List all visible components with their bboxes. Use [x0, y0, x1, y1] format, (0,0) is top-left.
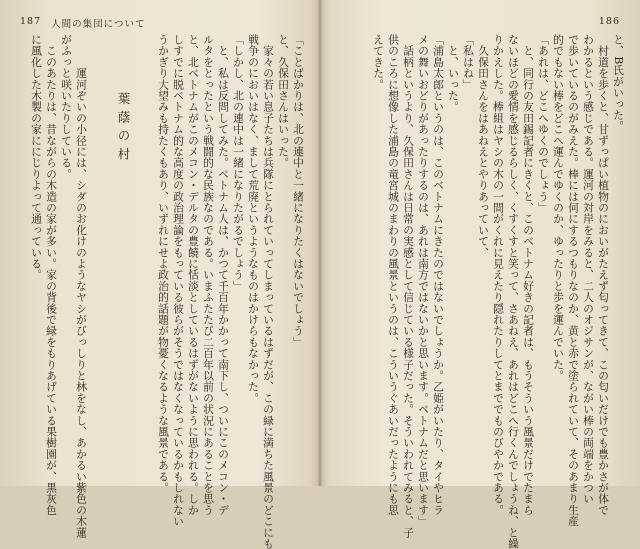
text-column: 「しかし、北の連中は一緒になりたがるでしょう」 — [232, 34, 245, 292]
text-column: 戦争のにおいはなく、まして荒廃というようなものはかけらもなかった。 — [247, 34, 260, 404]
text-column: 家々の若い息子たちは兵隊にとられていってしまっているはずだが、この緑に満ちた風景のどこにも — [262, 34, 275, 549]
text-column: わかるという感じである。運河の対岸をみると、二人のオジサンが、ながい棒の両端をかつい — [582, 34, 595, 505]
text-column: と、いった。 — [447, 34, 460, 113]
text-column: このあたりは、昔ながらの木造の家が多い。家の背後で緑をもりあげている果樹園が、黒灰色 — [45, 34, 58, 516]
blank-column — [89, 34, 104, 474]
text-column: りかえした。棒組はヤシの木の一間がくれに見えたり隠れたりしてとまででものびやかである。 — [492, 34, 505, 516]
left-page-header — [20, 16, 145, 30]
text-column: がふっと咲いたりしている。 — [60, 34, 73, 180]
text-column: と、同行の友田錫記者にきくと、このベトナム好きの記者は、もうそういう風景だけでたまら — [522, 34, 535, 516]
text-column: 運河ぞいの小径には、シダのお化けのようなヤシがびっしりと林をなし、あかるい紫色の木蓮 — [75, 34, 88, 538]
text-column: 的でもない棒をどこへ運んでゆくのか、ゆったりと歩を運んでいた。 — [552, 34, 565, 382]
text-column: 供のころに想像した浦島の竜宮城のまわりの風景というのは、こういうぐあいだったようにも思 — [387, 34, 400, 516]
text-column: ルタをとったという戦闘的な民族なのである。いまふたたび二百年以前の状況にあることを思う — [202, 34, 215, 516]
section-title: 葉蔭の村 — [116, 92, 131, 166]
text-column: えてきた。 — [372, 34, 385, 90]
text-column: しすでに脱ベトナム的な高度の政治理論をもっている彼らがそうではなくなっているかもしれない — [172, 34, 185, 527]
text-column: 話柄というより、久保田さんは日常の実感として信じている様子だった。そういわれてみると、子 — [402, 34, 415, 538]
text-column: と、久保田さんはいった。 — [277, 34, 290, 169]
text-column: メの舞いおどりがあったりするのは、あれは南方ではないかと思います。ベトナムだと思います」 — [417, 34, 430, 527]
right-page-header — [599, 16, 620, 27]
text-column: 「浦島太郎というのは、このベトナムにきたのではないでしょうか。乙姫がいたり、タイやヒラ — [432, 34, 445, 516]
text-column: 「ことばかりは、北の連中と一緒になりたくはないでしょう」 — [292, 34, 305, 348]
text-column: 「私はね」 — [462, 34, 475, 90]
text-column: ないほどの愛情を感じるらしく、くすくすと笑って、さあねえ、あれはどこへ行くんでしょうね、と繰 — [507, 34, 520, 549]
text-column: と、私は反問してみた。ベトナム人は、かつて千百年かかって南下し、ついにこのメコン・デ — [217, 34, 230, 516]
right-page-number: 186 — [598, 16, 620, 27]
right-page-body — [330, 34, 626, 549]
text-column: 村道を歩くと、甘ずっぱい植物のにおいがたえず匂ってきて、この匂いだけでも豊かさが体で — [597, 34, 610, 516]
text-column: で歩いているのがみえた。棒には何にするつもりなのか、黄と赤で塗られていて、そのあまり生産 — [567, 34, 580, 527]
left-page-body — [14, 34, 306, 549]
left-page-number: 187 — [20, 16, 42, 27]
blank-column — [141, 34, 156, 474]
running-head: 人間の集団について — [51, 19, 146, 30]
text-column: と、北ベトナムがこのメコン・デルタの豊饒に恬淡としているはずがないように思われる。しか — [187, 34, 200, 516]
text-column: 久保田さんをはあねえとやりあっていて、 — [477, 34, 490, 258]
text-column: うかぎり大望みも持たくもあり、いずれにせよ政治的話題が物憂くなるような風景である。 — [157, 34, 170, 494]
text-column: に風化した木製の家ににじりよって通っている。 — [30, 34, 43, 281]
book-gutter — [318, 0, 322, 486]
text-column: 「あれは、どこへゆくのでしょう」 — [537, 34, 550, 214]
text-column: と、B氏がいった。 — [612, 34, 625, 132]
